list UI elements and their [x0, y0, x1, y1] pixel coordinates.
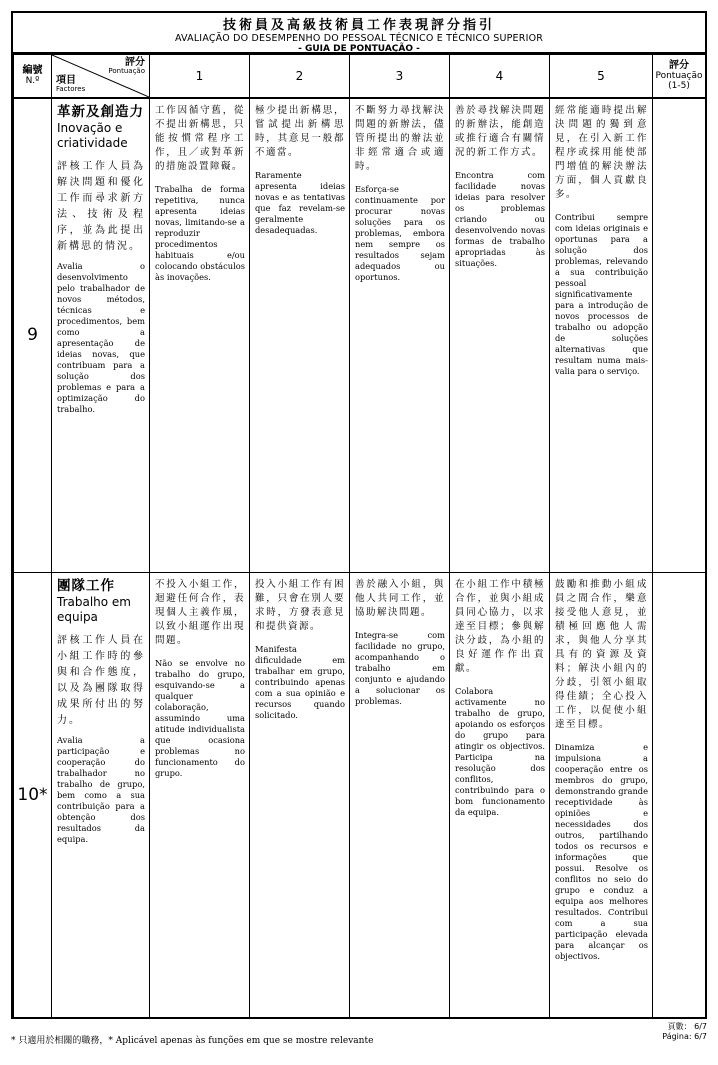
level-5-criteria: 經常能適時提出解決問題的獨到意見，在引入新工作程序或採用能使部門增值的解決辦法方面，個人貢獻良多。 Contribui sempre com ideias originais e oportunas para a solução dos problemas, relevando a sua contribuição pessoal significativamente para a introdução de novos processos de trabalho ou adopção de soluções alternativas que resultam numa mais-valia para o serviço. [550, 98, 653, 572]
factor-number: 10* [14, 572, 52, 1017]
evaluation-sheet [11, 11, 707, 1019]
level-1-criteria: 工作因循守舊，從不提出新構思，只能按慣常程序工作，且／或對革新的措施設置障礙。 Trabalha de forma repetitiva, nunca apresenta ideias novas, limitando-se a reproduzir procedimentos habituais e/ou colocando obstáculos às inovações. [150, 98, 250, 572]
level-5-header: 5 [550, 55, 653, 99]
factor-row [14, 98, 706, 572]
score-entry-cell[interactable] [653, 98, 706, 572]
document-title-block [13, 13, 705, 54]
level-4-criteria: 在小組工作中積極合作，並與小組成員同心協力，以求達至目標；參與解決分歧，為小組的良好運作作出貢獻。 Colabora activamente no trabalho de grupo, apoiando os esforços do grupo para atingir os objectivos. Participa na resolução dos conflitos, contribuindo para o bom funcionamento da equipa. [450, 572, 550, 1017]
guide-subtitle: - GUIA DE PONTUAÇÃO - [298, 44, 420, 54]
level-2-criteria: 投入小組工作有困難，只會在別人要求時，方發表意見和提供資源。 Manifesta dificuldade em trabalhar em grupo, contribuindo apenas com a sua opinião e recursos quando solicitado. [250, 572, 350, 1017]
factor-column-header: 評分 Pontuação 項目 Factores [52, 55, 150, 99]
scoring-guide-table [13, 54, 706, 1018]
factor-description: 革新及創造力 Inovação e criatividade 評核工作人員為解決問題和優化工作而尋求新方法、技術及程序，並為此提出新構思的情況。 Avalia o desenvolvimento pelo trabalhador de novos métodos, técnicas e procedimentos, bem como a apresentação de ideias novas, que contribuam para a solução dos problemas e para a optimização do trabalho. [52, 98, 150, 572]
level-2-header: 2 [250, 55, 350, 99]
level-3-criteria: 善於融入小組，與他人共同工作，並協助解決問題。 Integra-se com facilidade no grupo, acompanhando o trabalho em conjunto e ajudando a solucionar os problemas. [350, 572, 450, 1017]
title-chinese: 技術員及高級技術員工作表現評分指引 [222, 18, 495, 33]
factor-row [14, 572, 706, 1017]
level-3-header: 3 [350, 55, 450, 99]
level-1-criteria: 不投入小組工作，迴避任何合作，表現個人主義作風，以致小組運作出現問題。 Não se envolve no trabalho do grupo, esquivando-se a qualquer colaboração, assumindo uma atitude individualista que ocasiona problemas no funcionamento do grupo. [150, 572, 250, 1017]
factor-description: 團隊工作 Trabalho em equipa 評核工作人員在小組工作時的參與和合作態度，以及為團隊取得成果所付出的努力。 Avalia a participação e cooperação do trabalhador no trabalho de grupo, bem como a sua contribuição para a obtenção dos resultados da equipa. [52, 572, 150, 1017]
score-column-header: 評分 Pontuação (1-5) [653, 55, 706, 99]
level-3-criteria: 不斷努力尋找解決問題的新辦法，儘管所提出的辦法並非經常適合或適時。 Esforça-se continuamente por procurar novas soluções para os problemas, embora nem sempre os resultados sejam adequados ou oportunos. [350, 98, 450, 572]
score-entry-cell[interactable] [653, 572, 706, 1017]
level-5-criteria: 鼓勵和推動小組成員之間合作，樂意接受他人意見，並積極回應他人需求，與他人分享其具有的資源及資料；解決小組內的分歧，引領小組取得佳績；全心投入工作，以促使小組達至目標。 Dinamiza e impulsiona a cooperação entre os membros do grupo, demonstrando grande receptividade às opiniões e necessidades dos outros, partilhando todos os recursos e informações que possui. Resolve os conflitos no seio do grupo e conduz a equipa aos melhores resultados. Contribui com a sua participação elevada para alcançar os objectivos. [550, 572, 653, 1017]
level-1-header: 1 [150, 55, 250, 99]
level-2-criteria: 極少提出新構思，嘗試提出新構思時，其意見一般都不適當。 Raramente apresenta ideias novas e as tentativas que faz revelam-se geralmente desadequadas. [250, 98, 350, 572]
page-number: 頁數： 6/7 Página: 6/7 [662, 1022, 707, 1041]
footnote: * 只適用於相關的職務，* Aplicável apenas às funções em que se mostre relevante [11, 1036, 374, 1046]
number-column-header: 編號 N.º [14, 55, 52, 99]
level-4-header: 4 [450, 55, 550, 99]
factor-number: 9 [14, 98, 52, 572]
title-portuguese: AVALIAÇÃO DO DESEMPENHO DO PESSOAL TÉCNICO E TÉCNICO SUPERIOR [174, 33, 544, 44]
level-4-criteria: 善於尋找解決問題的新辦法，能創造或推行適合有關情況的新工作方式。 Encontra com facilidade novas ideias para resolver os problemas criando ou desenvolvendo novas formas de trabalho apropriadas às situações. [450, 98, 550, 572]
